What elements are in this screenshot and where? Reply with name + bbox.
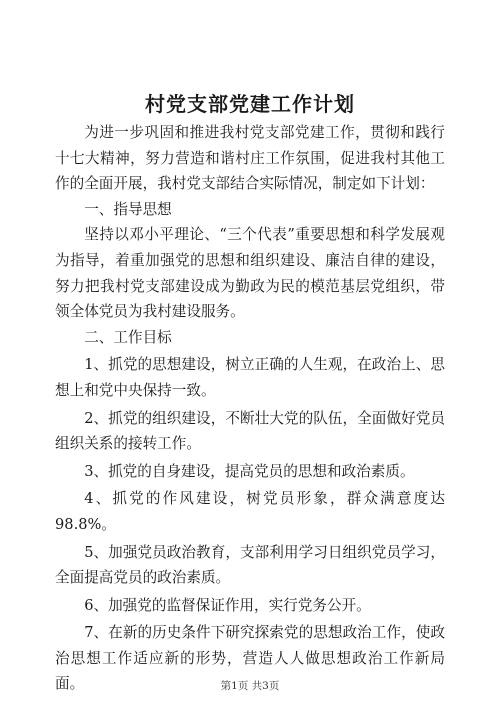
goal-item-5: 5、加强党员政治教育，支部利用学习日组织党员学习，全面提高党员的政治素质。: [55, 543, 445, 587]
goal-item-1: 1、抓党的思想建设，树立正确的人生观，在政治上、思想上和党中央保持一致。: [55, 356, 445, 399]
goal-item-3: 3、抓党的自身建设，提高党员的思想和政治素质。: [84, 462, 415, 480]
guiding-ideology-paragraph: 坚持以邓小平理论、“三个代表”重要思想和科学发展观为指导，着重加强党的思想和组织建设、廉洁自律的建设，努力把我村党支部建设成为勤政为民的模范基层党组织，带领全体党员为我村建设服务。: [55, 226, 445, 321]
document-body: [55, 120, 445, 697]
goal-item-4: 4、抓党的作风建设，树党员形象，群众满意度达98.8%。: [55, 490, 445, 533]
intro-paragraph: 为进一步巩固和推进我村党支部党建工作，贯彻和践行十七大精神，努力营造和谐村庄工作氛围，促进我村其他工作的全面开展，我村党支部结合实际情况，制定如下计划：: [55, 124, 445, 193]
section-heading-work-goals: 二、工作目标: [84, 328, 172, 346]
goal-item-7: 7、在新的历史条件下研究探索党的思想政治工作，使政治思想工作适应新的形势，营造人人做思想政治工作新局面。: [55, 624, 445, 693]
goal-item-6: 6、加强党的监督保证作用，实行党务公开。: [84, 596, 371, 614]
section-heading-guiding-ideology: 一、指导思想: [84, 200, 172, 218]
page-number-footer: 第1页 共3页: [220, 680, 280, 692]
document-title: 村党支部党建工作计划: [145, 92, 355, 116]
goal-item-2: 2、抓党的组织建设，不断壮大党的队伍，全面做好党员组织关系的接转工作。: [55, 409, 445, 453]
